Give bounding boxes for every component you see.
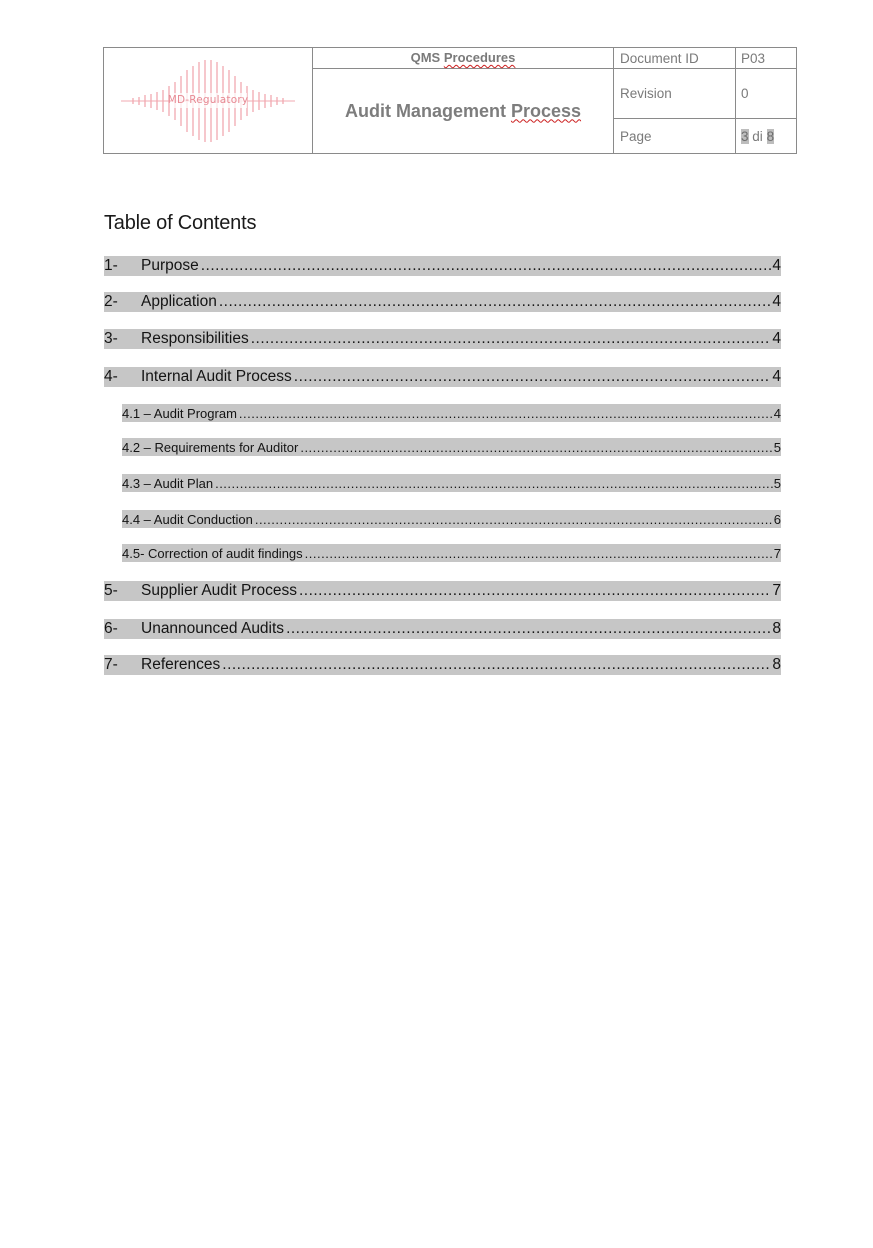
page-separator: di [752,128,763,144]
toc-entry-number: 1- [104,257,118,274]
toc-entry-title: 4.5- Correction of audit findings [122,545,303,561]
document-header-table [103,47,797,154]
toc-entry-page: 5 [773,439,781,455]
toc-entry-number: 3- [104,330,118,347]
toc-entry-page: 4 [773,405,781,421]
toc-entry[interactable] [104,581,781,601]
toc-entry-title: Supplier Audit Process [141,582,297,599]
toc-entry-title: 4.1 – Audit Program [122,405,237,421]
toc-leader-dots [217,293,772,311]
toc-entry[interactable] [104,619,781,639]
toc-entry-number: 6- [104,620,118,637]
toc-leader-dots [220,656,771,674]
toc-leader-dots [292,368,772,386]
toc-entry[interactable] [104,367,781,387]
toc-entry-page: 4 [772,330,781,347]
toc-entry[interactable] [104,256,781,276]
toc-heading: Table of Contents [104,212,257,234]
toc-subentry[interactable] [122,438,781,456]
page-indicator [736,119,797,154]
toc-subentry[interactable] [122,404,781,422]
toc-subentry[interactable] [122,510,781,528]
toc-entry-page: 4 [772,257,781,274]
toc-entry-page: 7 [772,582,781,599]
category-text: QMS Procedures [410,50,516,65]
toc-leader-dots [297,582,771,600]
toc-entry-title: References [141,656,221,673]
toc-leader-dots [237,406,773,421]
revision-value: 0 [736,69,797,119]
toc-leader-dots [298,440,772,455]
toc-entry-page: 4 [772,293,781,310]
toc-entry-title: 4.2 – Requirements for Auditor [122,439,299,455]
toc-entry-title: Responsibilities [141,330,249,347]
toc-entry-page: 8 [772,620,781,637]
toc-entry[interactable] [104,292,781,312]
toc-entry-number: 2- [104,293,118,310]
toc-entry-title: 4.3 – Audit Plan [122,475,214,491]
page-total: 8 [766,128,775,144]
toc-entry-title: Application [141,293,217,310]
toc-leader-dots [199,257,772,275]
document-title-cell [313,69,614,154]
logo-text: MD-Regulatory [167,93,249,106]
toc-leader-dots [253,512,773,527]
category-label [411,50,516,65]
toc-subentry[interactable] [122,544,781,562]
toc-leader-dots [249,330,772,348]
toc-leader-dots [213,476,773,491]
toc-entry-page: 8 [772,656,781,673]
doc-id-value: P03 [736,48,797,69]
document-title: Audit Management Process [344,100,582,121]
toc-entry-number: 5- [104,582,118,599]
category-cell [313,48,614,69]
toc-entry-page: 4 [772,368,781,385]
doc-id-label: Document ID [614,48,736,69]
toc-entry-title: Internal Audit Process [141,368,292,385]
toc-leader-dots [303,546,773,561]
page-current: 3 [741,128,749,144]
toc-entry-title: 4.4 – Audit Conduction [122,511,253,527]
toc-entry-number: 7- [104,656,118,673]
toc-entry-title: Purpose [141,257,199,274]
toc-entry[interactable] [104,655,781,675]
toc-entry-page: 6 [773,511,781,527]
toc-subentry[interactable] [122,474,781,492]
company-logo [113,58,303,144]
toc-leader-dots [284,620,771,638]
toc-entry-title: Unannounced Audits [141,620,285,637]
logo-cell [104,48,313,154]
toc-entry[interactable] [104,329,781,349]
toc-entry-page: 5 [773,475,781,491]
toc-entry-number: 4- [104,368,118,385]
page-label: Page [614,119,736,154]
toc-entry-page: 7 [773,545,781,561]
revision-label: Revision [614,69,736,119]
